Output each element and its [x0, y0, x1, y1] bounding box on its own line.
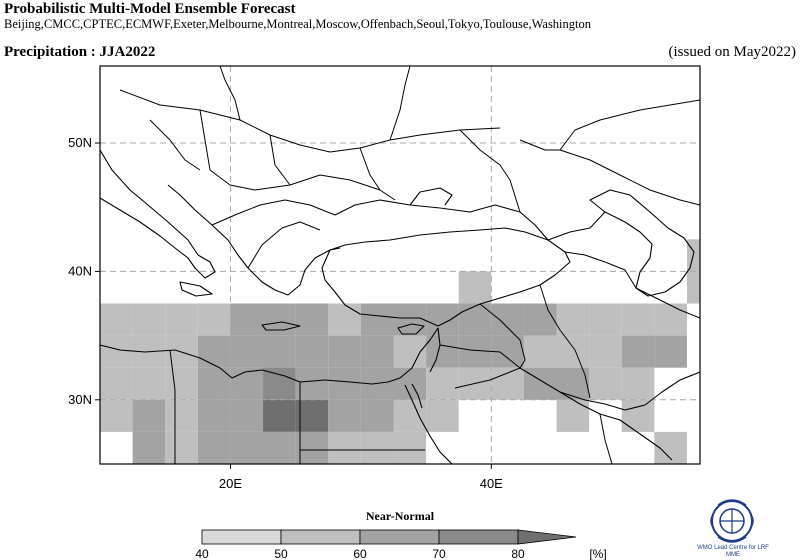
probability-cell	[263, 304, 296, 336]
legend-swatch	[439, 530, 518, 544]
probability-cell	[230, 304, 263, 336]
probability-cell	[361, 400, 394, 432]
probability-cell	[361, 304, 394, 336]
legend-tick-label: 50	[274, 547, 288, 560]
probability-cell	[198, 432, 231, 464]
probability-cell	[133, 304, 166, 336]
probability-cell	[328, 336, 361, 368]
probability-cell	[328, 368, 361, 400]
border-europe-5	[360, 148, 395, 200]
probability-cell	[622, 304, 655, 336]
border-caucasus-2	[565, 252, 636, 288]
probability-cell	[426, 368, 459, 400]
probability-cell	[654, 304, 687, 336]
border-caucasus	[548, 212, 605, 240]
probability-cell	[198, 304, 231, 336]
probability-cell	[361, 336, 394, 368]
border-kazakhstan	[560, 150, 700, 205]
coastline-black-sea-north	[335, 200, 548, 240]
probability-cell	[263, 336, 296, 368]
probability-cell	[133, 432, 166, 464]
probability-cell	[263, 400, 296, 432]
probability-cell	[165, 400, 198, 432]
probability-cell	[589, 304, 622, 336]
probability-cell	[198, 336, 231, 368]
probability-cell	[524, 336, 557, 368]
probability-cell	[589, 368, 622, 400]
contributing-centres: Beijing,CMCC,CPTEC,ECMWF,Exeter,Melbourne,Montreal,Moscow,Offenbach,Seoul,Tokyo,Toulouse,Washington	[4, 17, 591, 31]
probability-cell	[133, 368, 166, 400]
coastline-adriatic-balkans	[168, 185, 340, 295]
probability-cell	[296, 400, 329, 432]
probability-cell	[687, 271, 720, 303]
border-ukraine-russia	[460, 130, 520, 212]
probability-cell	[328, 304, 361, 336]
legend-tick-label: 70	[432, 547, 446, 560]
probability-cell	[393, 336, 426, 368]
probability-cell	[263, 368, 296, 400]
coastline-caspian	[590, 190, 694, 296]
legend-swatch	[281, 530, 360, 544]
probability-cell	[459, 304, 492, 336]
lat-tick-label: 50N	[68, 135, 92, 151]
legend-tick-label: 40	[195, 547, 209, 560]
legend-arrow	[518, 530, 576, 544]
probability-cell	[426, 400, 459, 432]
legend-colorbar	[195, 509, 606, 560]
probability-cell	[100, 368, 133, 400]
probability-cell	[459, 336, 492, 368]
probability-cell	[198, 400, 231, 432]
forecast-title: Probabilistic Multi-Model Ensemble Forecast	[4, 1, 296, 17]
legend-swatch	[202, 530, 281, 544]
border-europe-7	[390, 66, 410, 140]
lon-tick-label: 20E	[218, 476, 243, 491]
issued-date: (issued on May2022)	[668, 44, 796, 60]
probability-cell	[230, 368, 263, 400]
probability-cell	[100, 304, 133, 336]
lon-tick-label: 40E	[479, 476, 503, 491]
probability-cell	[654, 336, 687, 368]
probability-cell	[296, 304, 329, 336]
probability-cell	[165, 432, 198, 464]
probability-cell	[328, 432, 361, 464]
variable-title: Precipitation : JJA2022	[4, 44, 156, 60]
border-europe-2	[200, 110, 380, 190]
probability-cell	[426, 336, 459, 368]
legend-title: Near-Normal	[365, 509, 435, 523]
probability-cell	[589, 336, 622, 368]
probability-cell	[263, 432, 296, 464]
coastline-sicily	[180, 282, 212, 296]
wmo-logo-text: WMO Lead Centre for LRF MME	[697, 545, 769, 558]
probability-cell	[230, 336, 263, 368]
border-balkans-2	[248, 222, 320, 268]
legend-tick-label: 80	[511, 547, 525, 560]
probability-cell	[296, 368, 329, 400]
coastline-crimea	[410, 188, 452, 205]
probability-cell	[296, 432, 329, 464]
border-europe-3	[270, 135, 290, 185]
probability-cell	[230, 432, 263, 464]
probability-cell	[557, 304, 590, 336]
lat-tick-label: 30N	[68, 391, 92, 407]
probability-cell	[524, 368, 557, 400]
probability-cell	[393, 304, 426, 336]
probability-cell	[328, 400, 361, 432]
probability-cell	[557, 400, 590, 432]
probability-cell	[622, 336, 655, 368]
legend-tick-label: 60	[353, 547, 367, 560]
coastline-italy	[100, 150, 215, 278]
border-gulf-states	[600, 414, 612, 464]
probability-cell	[393, 432, 426, 464]
probability-cell	[296, 336, 329, 368]
probability-cell	[687, 239, 720, 271]
probability-cell	[165, 368, 198, 400]
probability-cell	[491, 304, 524, 336]
probability-cell	[361, 432, 394, 464]
probability-cell	[557, 336, 590, 368]
probability-cell	[459, 271, 492, 303]
probability-cell	[100, 400, 133, 432]
probability-cell	[622, 368, 655, 400]
border-europe-4	[150, 120, 200, 170]
legend-unit: [%]	[589, 547, 607, 560]
probability-cell	[165, 304, 198, 336]
probability-cell	[100, 336, 133, 368]
probability-cell	[426, 304, 459, 336]
probability-cell	[524, 304, 557, 336]
legend-swatch	[360, 530, 439, 544]
lat-tick-label: 40N	[68, 263, 92, 279]
probability-cell	[230, 400, 263, 432]
probability-cell	[133, 400, 166, 432]
probability-cell	[622, 400, 655, 432]
border-russia-kaz	[520, 100, 700, 150]
